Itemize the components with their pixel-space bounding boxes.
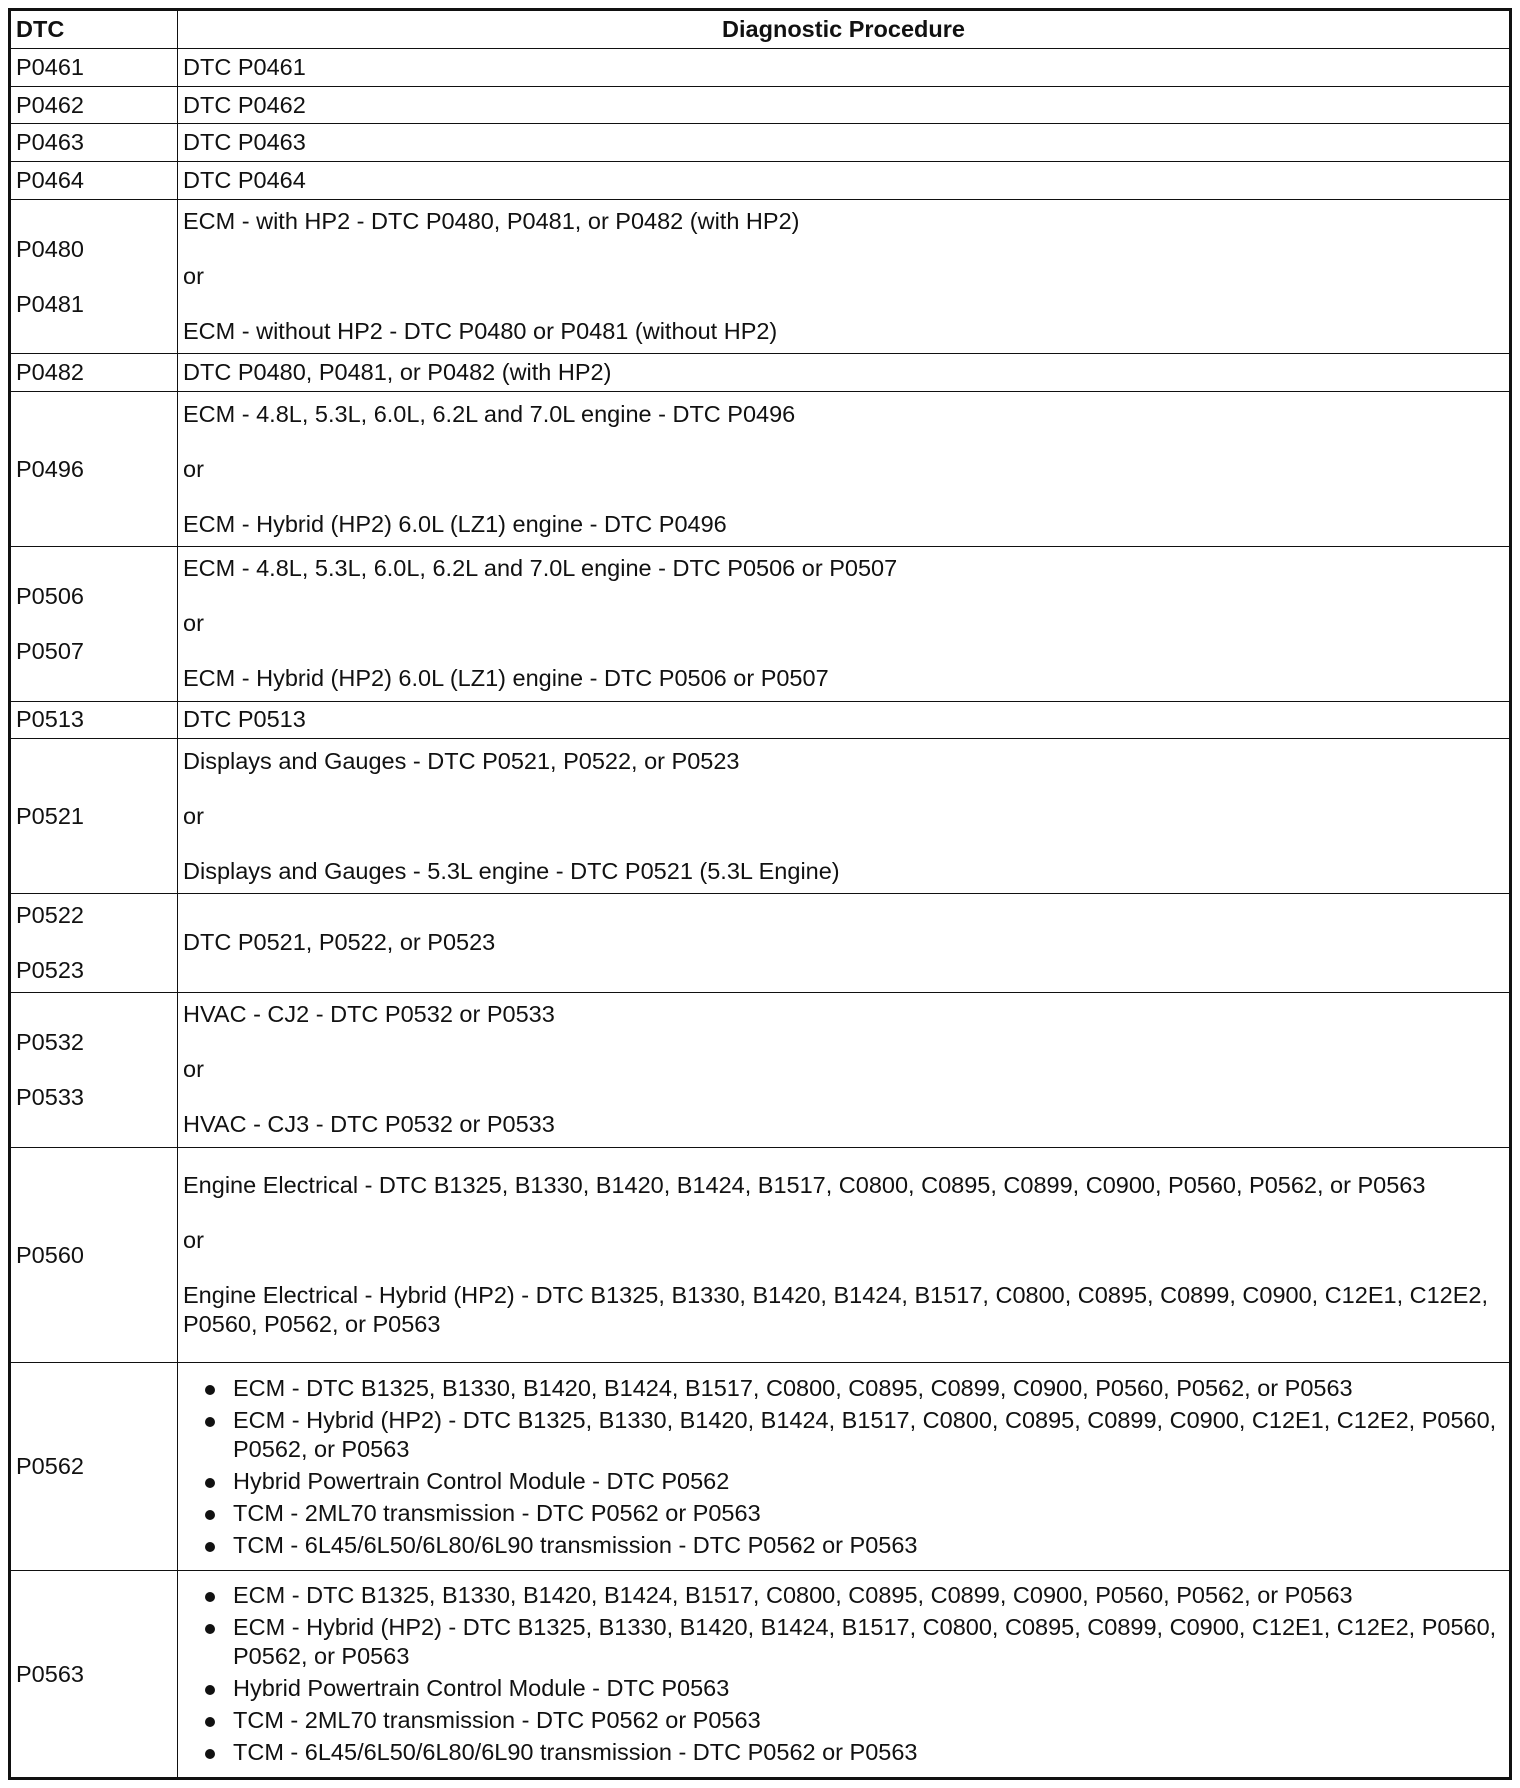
dtc-code: P0521 bbox=[16, 802, 84, 829]
procedure-list bbox=[183, 1581, 1504, 1767]
procedure-cell: DTC P0513 bbox=[178, 701, 1511, 739]
procedure-cell bbox=[178, 1571, 1511, 1779]
dtc-cell bbox=[10, 354, 178, 392]
dtc-cell bbox=[10, 1571, 178, 1779]
dtc-code: P0522 bbox=[16, 901, 84, 928]
procedure-cell bbox=[178, 199, 1511, 354]
procedure-option: HVAC - CJ3 - DTC P0532 or P0533 bbox=[183, 1111, 555, 1138]
dtc-cell bbox=[10, 392, 178, 547]
dtc-code: P0560 bbox=[16, 1241, 84, 1268]
table-row bbox=[10, 1147, 1511, 1363]
dtc-code: P0523 bbox=[16, 956, 84, 983]
dtc-table bbox=[8, 8, 1512, 1780]
dtc-cell bbox=[10, 894, 178, 993]
dtc-code: P0462 bbox=[16, 91, 84, 118]
procedure-option: Engine Electrical - Hybrid (HP2) - DTC B1325, B1330, B1420, B1424, B1517, C0800, C0895, C0899, C0900, C12E1, C12E2, P0560, P0562, or P0563 bbox=[183, 1282, 1489, 1338]
table-row bbox=[10, 739, 1511, 894]
dtc-code: P0482 bbox=[16, 359, 84, 386]
dtc-code: P0480 bbox=[16, 235, 84, 262]
procedure-option: ECM - 4.8L, 5.3L, 6.0L, 6.2L and 7.0L engine - DTC P0506 or P0507 bbox=[183, 555, 898, 582]
list-item: Hybrid Powertrain Control Module - DTC P0562 bbox=[183, 1467, 1504, 1496]
procedure-cell bbox=[178, 392, 1511, 547]
dtc-cell bbox=[10, 199, 178, 354]
list-item: TCM - 2ML70 transmission - DTC P0562 or P0563 bbox=[183, 1706, 1504, 1735]
procedure-cell: DTC P0463 bbox=[178, 124, 1511, 162]
dtc-cell bbox=[10, 162, 178, 200]
procedure-cell bbox=[178, 546, 1511, 701]
header-row bbox=[10, 10, 1511, 49]
dtc-cell bbox=[10, 992, 178, 1147]
list-item: ECM - DTC B1325, B1330, B1420, B1424, B1517, C0800, C0895, C0899, C0900, P0560, P0562, or P0563 bbox=[183, 1581, 1504, 1610]
list-item: Hybrid Powertrain Control Module - DTC P0563 bbox=[183, 1674, 1504, 1703]
list-item: ECM - Hybrid (HP2) - DTC B1325, B1330, B1420, B1424, B1517, C0800, C0895, C0899, C0900, C12E1, C12E2, P0560, P0562, or P0563 bbox=[183, 1406, 1504, 1464]
procedure-cell bbox=[178, 739, 1511, 894]
table-row bbox=[10, 354, 1511, 392]
list-item: TCM - 6L45/6L50/6L80/6L90 transmission - DTC P0562 or P0563 bbox=[183, 1531, 1504, 1560]
dtc-code: P0464 bbox=[16, 166, 84, 193]
procedure-cell: DTC P0462 bbox=[178, 86, 1511, 124]
dtc-code: P0533 bbox=[16, 1083, 84, 1110]
header-dtc: DTC bbox=[10, 10, 178, 49]
list-item: ECM - DTC B1325, B1330, B1420, B1424, B1517, C0800, C0895, C0899, C0900, P0560, P0562, or P0563 bbox=[183, 1374, 1504, 1403]
dtc-code: P0461 bbox=[16, 53, 84, 80]
table-row bbox=[10, 1363, 1511, 1571]
dtc-code: P0532 bbox=[16, 1028, 84, 1055]
procedure-cell: DTC P0480, P0481, or P0482 (with HP2) bbox=[178, 354, 1511, 392]
dtc-code: P0563 bbox=[16, 1660, 84, 1687]
dtc-code: P0496 bbox=[16, 455, 84, 482]
or-separator: or bbox=[183, 1227, 204, 1254]
procedure-list bbox=[183, 1374, 1504, 1560]
procedure-option: HVAC - CJ2 - DTC P0532 or P0533 bbox=[183, 1001, 555, 1028]
procedure-cell bbox=[178, 1363, 1511, 1571]
procedure-cell bbox=[178, 1147, 1511, 1363]
procedure-option: ECM - with HP2 - DTC P0480, P0481, or P0482 (with HP2) bbox=[183, 208, 800, 235]
or-separator: or bbox=[183, 610, 204, 637]
dtc-code: P0513 bbox=[16, 706, 84, 733]
table-row bbox=[10, 894, 1511, 993]
table-row bbox=[10, 86, 1511, 124]
dtc-cell bbox=[10, 86, 178, 124]
table-row bbox=[10, 701, 1511, 739]
procedure-cell bbox=[178, 992, 1511, 1147]
table-row bbox=[10, 392, 1511, 547]
procedure-option: Displays and Gauges - DTC P0521, P0522, or P0523 bbox=[183, 747, 740, 774]
dtc-code: P0562 bbox=[16, 1453, 84, 1480]
procedure-cell: DTC P0521, P0522, or P0523 bbox=[178, 894, 1511, 993]
procedure-option: Engine Electrical - DTC B1325, B1330, B1420, B1424, B1517, C0800, C0895, C0899, C0900, P0560, P0562, or P0563 bbox=[183, 1172, 1426, 1199]
table-row bbox=[10, 49, 1511, 87]
or-separator: or bbox=[183, 263, 204, 290]
dtc-code: P0507 bbox=[16, 637, 84, 664]
or-separator: or bbox=[183, 802, 204, 829]
dtc-code: P0481 bbox=[16, 290, 84, 317]
procedure-option: Displays and Gauges - 5.3L engine - DTC P0521 (5.3L Engine) bbox=[183, 857, 840, 884]
procedure-cell: DTC P0461 bbox=[178, 49, 1511, 87]
dtc-code: P0463 bbox=[16, 129, 84, 156]
procedure-option: ECM - 4.8L, 5.3L, 6.0L, 6.2L and 7.0L engine - DTC P0496 bbox=[183, 400, 796, 427]
dtc-cell bbox=[10, 1147, 178, 1363]
list-item: TCM - 2ML70 transmission - DTC P0562 or P0563 bbox=[183, 1499, 1504, 1528]
dtc-cell bbox=[10, 49, 178, 87]
dtc-cell bbox=[10, 546, 178, 701]
table-row bbox=[10, 199, 1511, 354]
dtc-cell bbox=[10, 1363, 178, 1571]
or-separator: or bbox=[183, 1056, 204, 1083]
list-item: ECM - Hybrid (HP2) - DTC B1325, B1330, B1420, B1424, B1517, C0800, C0895, C0899, C0900, C12E1, C12E2, P0560, P0562, or P0563 bbox=[183, 1613, 1504, 1671]
procedure-option: ECM - Hybrid (HP2) 6.0L (LZ1) engine - DTC P0496 bbox=[183, 510, 727, 537]
dtc-code: P0506 bbox=[16, 582, 84, 609]
table-row bbox=[10, 124, 1511, 162]
or-separator: or bbox=[183, 455, 204, 482]
dtc-cell bbox=[10, 739, 178, 894]
dtc-cell bbox=[10, 124, 178, 162]
table-row bbox=[10, 546, 1511, 701]
dtc-cell bbox=[10, 701, 178, 739]
table-row bbox=[10, 1571, 1511, 1779]
procedure-option: ECM - Hybrid (HP2) 6.0L (LZ1) engine - DTC P0506 or P0507 bbox=[183, 665, 829, 692]
table-row bbox=[10, 992, 1511, 1147]
procedure-option: ECM - without HP2 - DTC P0480 or P0481 (without HP2) bbox=[183, 318, 778, 345]
header-procedure: Diagnostic Procedure bbox=[178, 10, 1511, 49]
table-row bbox=[10, 162, 1511, 200]
procedure-cell: DTC P0464 bbox=[178, 162, 1511, 200]
list-item: TCM - 6L45/6L50/6L80/6L90 transmission - DTC P0562 or P0563 bbox=[183, 1738, 1504, 1767]
